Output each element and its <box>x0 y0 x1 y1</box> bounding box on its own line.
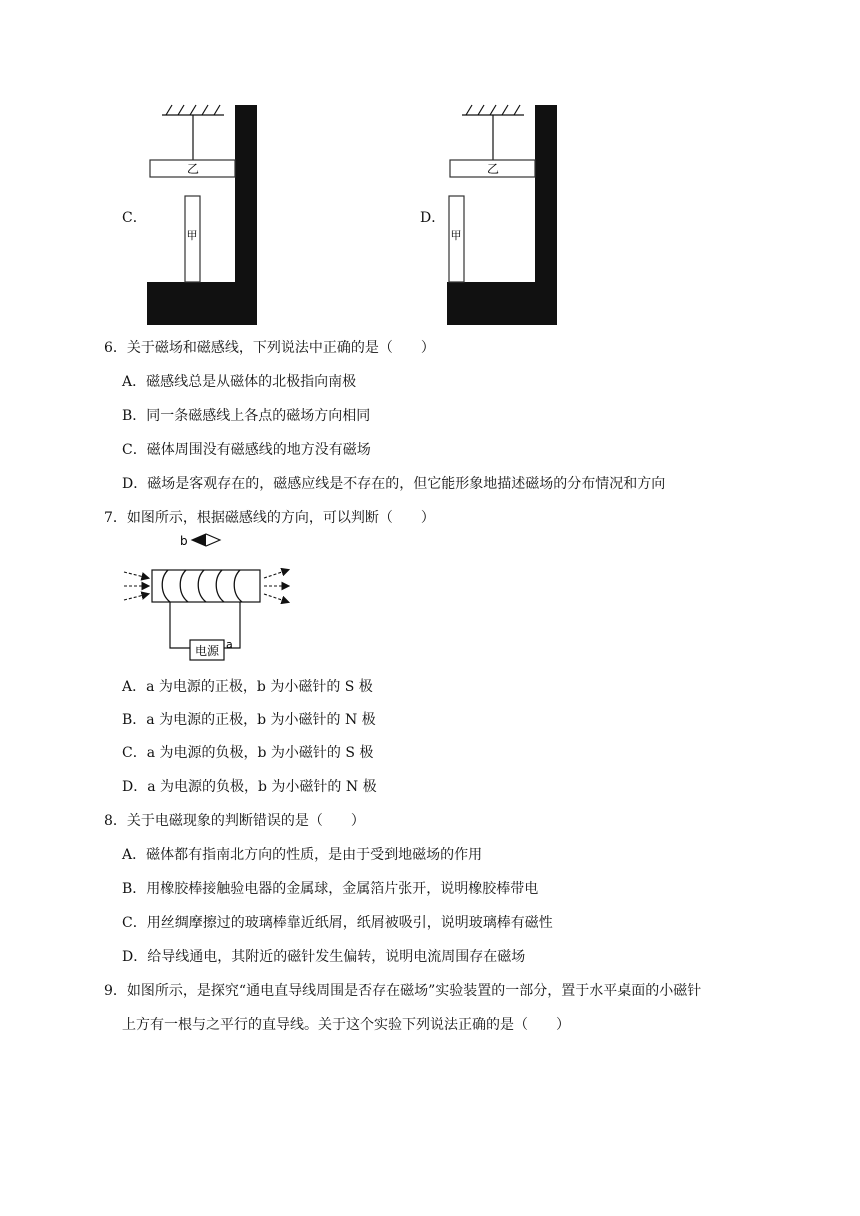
question-8-option-c: C．用丝绸摩擦过的玻璃棒靠近纸屑，纸屑被吸引，说明玻璃棒有磁性 <box>122 915 553 931</box>
floor <box>447 282 557 325</box>
option-c-label: C． <box>122 210 147 226</box>
question-6-stem: 6．关于磁场和磁感线，下列说法中正确的是（ ） <box>104 340 435 356</box>
needle-label-b: b <box>180 534 188 548</box>
power-source-label: 电源 <box>194 644 220 658</box>
option-d-label: D． <box>420 210 446 226</box>
question-8-option-a: A．磁体都有指南北方向的性质，是由于受到地磁场的作用 <box>122 847 483 863</box>
compass-needle-tip <box>192 534 206 546</box>
solenoid-core <box>152 570 260 602</box>
floor <box>147 282 257 325</box>
figure-question-7-solenoid <box>120 530 300 670</box>
ceiling-hatch <box>162 105 224 115</box>
question-8-option-b: B．用橡胶棒接触验电器的金属球，金属箔片张开，说明橡胶棒带电 <box>122 881 539 897</box>
question-8-stem: 8．关于电磁现象的判断错误的是（ ） <box>104 813 365 829</box>
figure-option-c <box>140 100 265 330</box>
question-9-stem-line-2: 上方有一根与之平行的直导线。关于这个实验下列说法正确的是（ ） <box>122 1017 570 1033</box>
magnet-jia-label: 甲 <box>186 229 198 242</box>
question-7-option-d: D．a 为电源的负极，b 为小磁针的 N 极 <box>122 779 377 795</box>
question-8-option-d: D．给导线通电，其附近的磁针发生偏转，说明电流周围存在磁场 <box>122 949 526 965</box>
question-7-option-a: A．a 为电源的正极，b 为小磁针的 S 极 <box>122 679 373 695</box>
question-7-option-b: B．a 为电源的正极，b 为小磁针的 N 极 <box>122 712 376 728</box>
question-6-option-c: C．磁体周围没有磁感线的地方没有磁场 <box>122 442 371 458</box>
question-9-stem-line-1: 9．如图所示，是探究“通电直导线周围是否存在磁场”实验装置的一部分，置于水平桌面的小磁针 <box>104 983 702 999</box>
question-7-stem: 7．如图所示，根据磁感线的方向，可以判断（ ） <box>104 510 435 526</box>
magnet-yi-label: 乙 <box>186 162 200 176</box>
ceiling-hatch <box>462 105 524 115</box>
question-6-option-d: D．磁场是客观存在的，磁感应线是不存在的，但它能形象地描述磁场的分布情况和方向 <box>122 476 666 492</box>
figure-option-d <box>440 100 565 330</box>
question-6-option-a: A．磁感线总是从磁体的北极指向南极 <box>122 374 357 390</box>
terminal-label-a: a <box>226 638 233 651</box>
magnet-yi-label: 乙 <box>486 162 500 176</box>
question-7-option-c: C．a 为电源的负极，b 为小磁针的 S 极 <box>122 745 374 761</box>
question-6-option-b: B．同一条磁感线上各点的磁场方向相同 <box>122 408 371 424</box>
magnet-jia-label: 甲 <box>450 229 462 242</box>
